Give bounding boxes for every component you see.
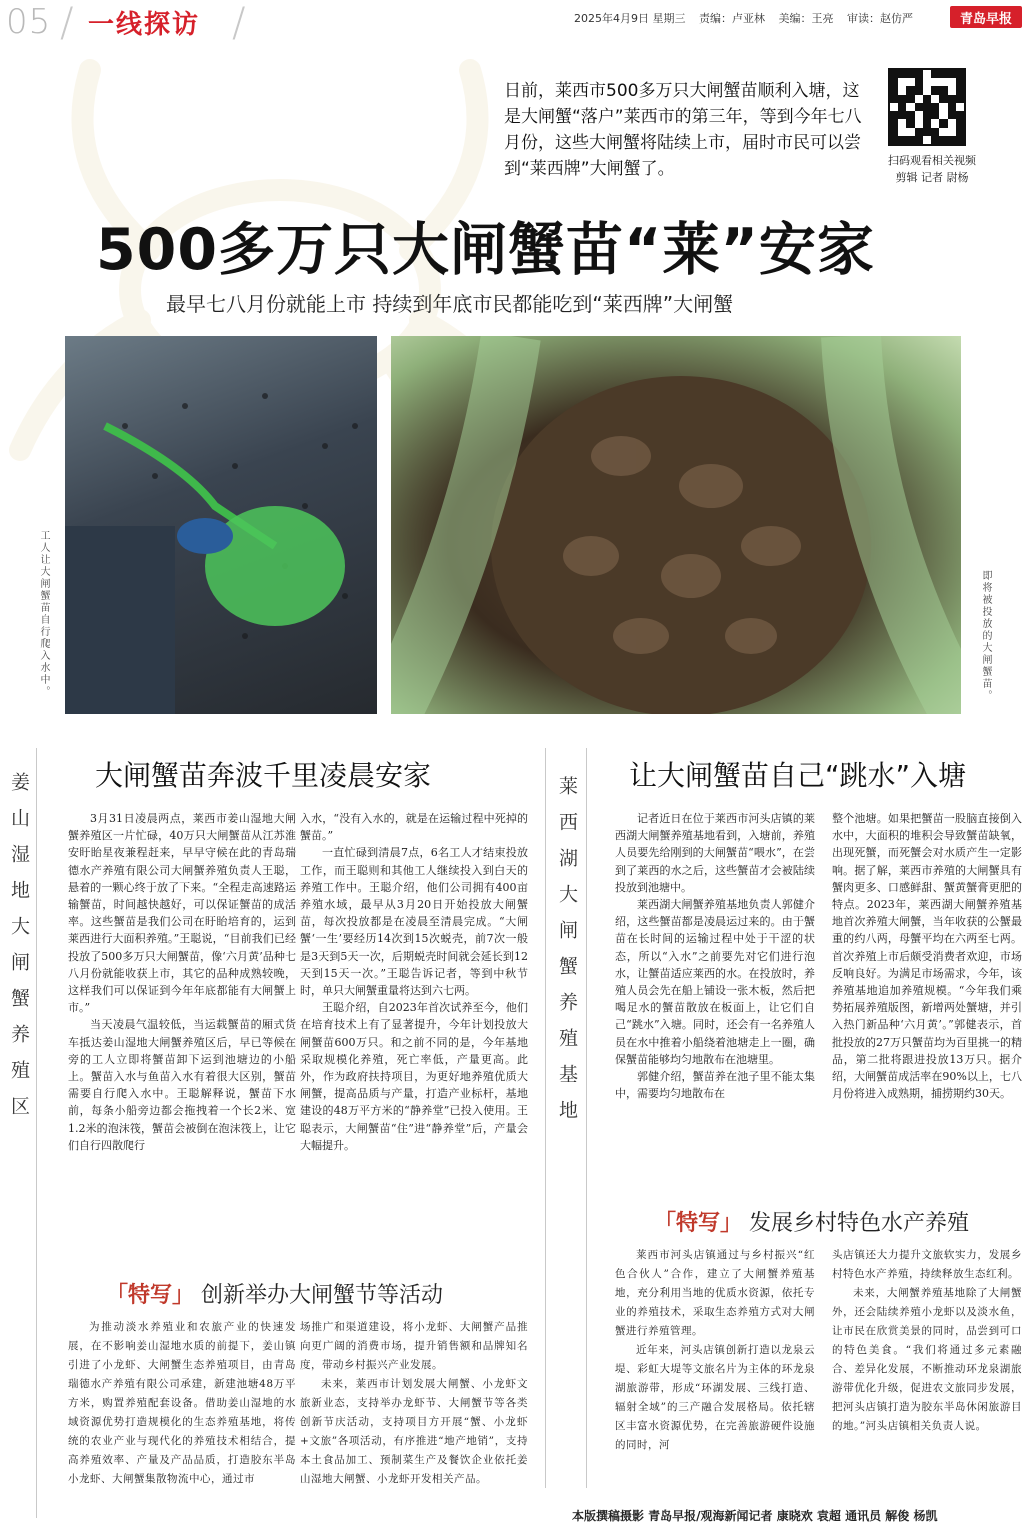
side-label-jiangshan: 姜山湿地大闸蟹养殖区: [8, 772, 30, 1132]
qr-code-icon[interactable]: [888, 68, 966, 146]
feature-tag: 特写: [128, 1283, 173, 1308]
header-meta: [574, 10, 923, 26]
column-rule: [545, 748, 546, 1488]
paragraph: 莱西湖大闸蟹养殖基地负责人郭健介绍，这些蟹苗都是凌晨运过来的。由于蟹苗在长时间的运输过程中处于干涩的状态，所以“入水”之前要先对它们进行泡水，让蟹苗适应莱西的水。在投放时，养殖人员会先在船上铺设一张木板，然后把喝足水的蟹苗散放在板面上，让它们自己“跳水”入塘。同时，还会有一名养殖人员在水中推着小船绕着池塘走上一圈，确保蟹苗能够均匀地散布在池塘里。: [615, 898, 815, 1066]
paragraph: 3月31日凌晨两点，莱西市姜山湿地大闸蟹养殖区一片忙碌，40万只大闸蟹苗从江苏淮安盱眙星夜兼程赶来，早早守候在此的青岛瑞德水产养殖有限公司大闸蟹养殖负责人王聪，悬着的一颗心终于放了下来。“全程走高速路运输蟹苗，时间越快越好，可以保证蟹苗的成活率。这些蟹苗是我们公司在盱眙培育的，运到莱西进行大面积养殖。”王聪说，“目前我们已经投放了500多万只大闸蟹苗，像‘六月黄’品种七八月份就能收获上市，其它的品种成熟较晚，这样我们可以保证到今年年底都能有大闸蟹上市。”: [68, 812, 296, 1015]
column-rule: [586, 748, 587, 1488]
left-section-title: 大闸蟹苗奔波千里凌晨安家: [95, 759, 432, 792]
photo-caption-right: 即将被投放的大闸蟹苗。: [980, 570, 991, 702]
left-article-col2: [300, 810, 528, 1154]
paragraph: 一直忙碌到清晨7点，6名工人才结束投放工作，而王聪则和其他工人继续投入到白天的养殖工作中。王聪介绍，他们公司拥有400亩养殖水域，最早从3月20日开始投放大闸蟹苗，每次投放都是在凌晨至清晨完成。“大闸蟹‘一生’要经历14次到15次蜕壳，前7次一般是3天到5天一次，后期蜕壳时间就会延长到12天到15天一次。”王聪告诉记者，等到中秋节时，单只大闸蟹重量将达到六七两。: [300, 846, 528, 998]
paragraph: 郭健介绍，蟹苗养在池子里不能太集中，需要均匀地散布在: [615, 1070, 815, 1101]
headline: 500多万只大闸蟹苗“莱”安家: [96, 217, 875, 283]
paragraph: 当天凌晨气温较低，当运载蟹苗的厢式货车抵达姜山湿地大闸蟹养殖区后，早已等候在旁的工人立即将蟹苗卸下运到池塘边的小船上。蟹苗入水与鱼苗入水有着很大区别，蟹苗需要自行爬入水中。王聪解释说，蟹苗下水前，每条小船旁边都会拖拽着一个长2米、宽1.2米的泡沫筏，蟹苗会被倒在泡沫筏上，让它们自行四散爬行: [68, 1018, 296, 1152]
photo-workers-releasing-crabs: [65, 336, 377, 714]
right-feature-col1: [615, 1246, 815, 1455]
footer-credits: 本版撰稿摄影 青岛早报/观海新闻记者 康晓欢 袁超 通讯员 解俊 杨凯: [572, 1509, 938, 1523]
issue-date: 2025年4月9日 星期三: [574, 12, 686, 25]
proofreader-credit: 审读：赵仿严: [847, 12, 913, 25]
subheadline: 最早七八月份就能上市 持续到年底市民都能吃到“莱西牌”大闸蟹: [166, 292, 734, 316]
paragraph: 头店镇还大力提升文旅软实力，发展乡村特色水产养殖，持续释放生态红利。: [832, 1249, 1022, 1280]
intro-paragraph: 日前，莱西市500多万只大闸蟹苗顺利入塘，这是大闸蟹“落户”莱西市的第三年，等到今年七八月份，这些大闸蟹将陆续上市，届时市民可以尝到“莱西牌”大闸蟹了。: [504, 81, 862, 179]
column-rule: [36, 748, 37, 1518]
left-feature-heading: 「特写」 创新举办大闸蟹节等活动: [106, 1283, 444, 1308]
feature-tag: 特写: [676, 1211, 721, 1236]
feature-title: 发展乡村特色水产养殖: [749, 1211, 970, 1236]
header-divider: /: [60, 0, 74, 46]
left-feature-col2: [300, 1318, 528, 1489]
paragraph: 场推广和渠道建设，将小龙虾、大闸蟹产品推向更广阔的消费市场，提升销售额和品牌知名度，带动乡村振兴产业发展。: [300, 1321, 528, 1371]
photo-crab-seedlings-in-net: [391, 336, 961, 714]
paragraph: 未来，莱西市计划发展大闸蟹、小龙虾文旅新业态，支持举办龙虾节、大闸蟹节等各类创新节庆活动，支持项目方开展“蟹、小龙虾+文旅”各项活动，有序推进“地产地销”，支持本土食品加工、预制菜生产及餐饮企业依托姜山湿地大闸蟹、小龙虾开发相关产品。: [300, 1378, 528, 1485]
newspaper-logo: 青岛早报: [950, 6, 1022, 28]
photo-caption-left: 工人让大闸蟹苗自行爬入水中。: [38, 530, 49, 698]
paragraph: 王聪介绍，自2023年首次试养至今，他们在培育技术上有了显著提升，今年计划投放大闸蟹苗600万只。和之前不同的是，今年基地采取规模化养殖，死亡率低，产量更高。此外，作为政府扶持项目，为更好地养殖优质大闸蟹，提高品质与产量，打造产业标杆，基地建设的48万平方米的“静养堂”已投入使用。王聪表示，大闸蟹苗“住”进“静养堂”后，产量会大幅提升。: [300, 1001, 528, 1152]
paragraph: 记者近日在位于莱西市河头店镇的莱西湖大闸蟹养殖基地看到，入塘前，养殖人员要先给刚到的大闸蟹苗“喂水”，在尝到了莱西的水之后，这些蟹苗才会被陆续投放到池塘中。: [615, 812, 815, 894]
right-feature-heading: 「特写」 发展乡村特色水产养殖: [654, 1211, 970, 1236]
editor-credit: 责编：卢亚林: [699, 12, 765, 25]
qr-credit: 剪辑 记者 尉杨: [895, 171, 969, 184]
paragraph: 入水，“没有入水的，就是在运输过程中死掉的蟹苗。”: [300, 812, 528, 843]
qr-caption: 扫码观看相关视频: [888, 154, 976, 167]
paragraph: 整个池塘。如果把蟹苗一股脑直接倒入水中，大面积的堆积会导致蟹苗缺氧，出现死蟹，而死蟹会对水质产生一定影响。据了解，莱西市养殖的大闸蟹具有蟹肉更多、口感鲜甜、蟹黄蟹膏更肥的特点。2023年，莱西湖大闸蟹养殖基地首次养殖大闸蟹，当年收获的公蟹最重的约八两，母蟹平均在六两至七两。首次养殖上市后颇受消费者欢迎，市场反响良好。为满足市场需求，今年，该养殖基地追加养殖规模。“今年我们乘势拓展养殖版图，新增两处蟹塘，并引入热门新品种‘六月黄’。”郭健表示，首批投放的27万只蟹苗均为百里挑一的精品，第二批将跟进投放13万只。据介绍，大闸蟹苗成活率在90%以上，七八月份将进入成熟期，捕捞期约30天。: [832, 812, 1022, 1101]
section-title: 一线探访: [88, 10, 201, 40]
left-feature-col1: [68, 1318, 296, 1489]
paragraph: 为推动淡水养殖业和农旅产业的快速发展，在不影响姜山湿地水质的前提下，姜山镇引进了小龙虾、大闸蟹生态养殖项目，由青岛瑞德水产养殖有限公司承建，新建池塘48万平方米，购置养殖配套设备。借助姜山湿地的水域资源优势打造规模化的生态养殖基地，将传统的农业产业与现代化的养殖技术相结合，提高养殖效率、产量及产品品质，打造胶东半岛小龙虾、大闸蟹集散物流中心，通过市: [68, 1321, 296, 1485]
right-article-col2: [832, 810, 1022, 1102]
designer-credit: 美编：王亮: [778, 12, 834, 25]
page-number: 05: [6, 2, 52, 42]
right-feature-col2: [832, 1246, 1022, 1436]
feature-title: 创新举办大闸蟹节等活动: [201, 1283, 444, 1308]
paragraph: 莱西市河头店镇通过与乡村振兴“红色合伙人”合作，建立了大闸蟹养殖基地，充分利用当地的优质水资源，依托专业的养殖技术，采取生态养殖方式对大闸蟹进行养殖管理。: [615, 1249, 815, 1337]
side-label-laixi-lake: 莱西湖大闸蟹养殖基地: [556, 776, 578, 1136]
left-article-col1: [68, 810, 296, 1154]
header-divider: /: [232, 0, 246, 46]
paragraph: 近年来，河头店镇创新打造以龙泉云堤、彩虹大堤等文旅名片为主体的环龙泉湖旅游带，形成“环湖发展、三线打造、辐射全域”的三产融合发展格局。依托辖区丰富水资源优势，在完善旅游硬件设施的同时，河: [615, 1344, 815, 1451]
right-article-col1: [615, 810, 815, 1102]
right-section-title: 让大闸蟹苗自己“跳水”入塘: [629, 759, 967, 792]
paragraph: 未来，大闸蟹养殖基地除了大闸蟹外，还会陆续养殖小龙虾以及淡水鱼，让市民在欣赏美景的同时，品尝到可口的特色美食。“我们将通过多元素融合、差异化发展，不断推动环龙泉湖旅游带优化升级，促进农文旅同步发展，把河头店镇打造为胶东半岛休闲旅游目的地。”河头店镇相关负责人说。: [832, 1287, 1022, 1432]
